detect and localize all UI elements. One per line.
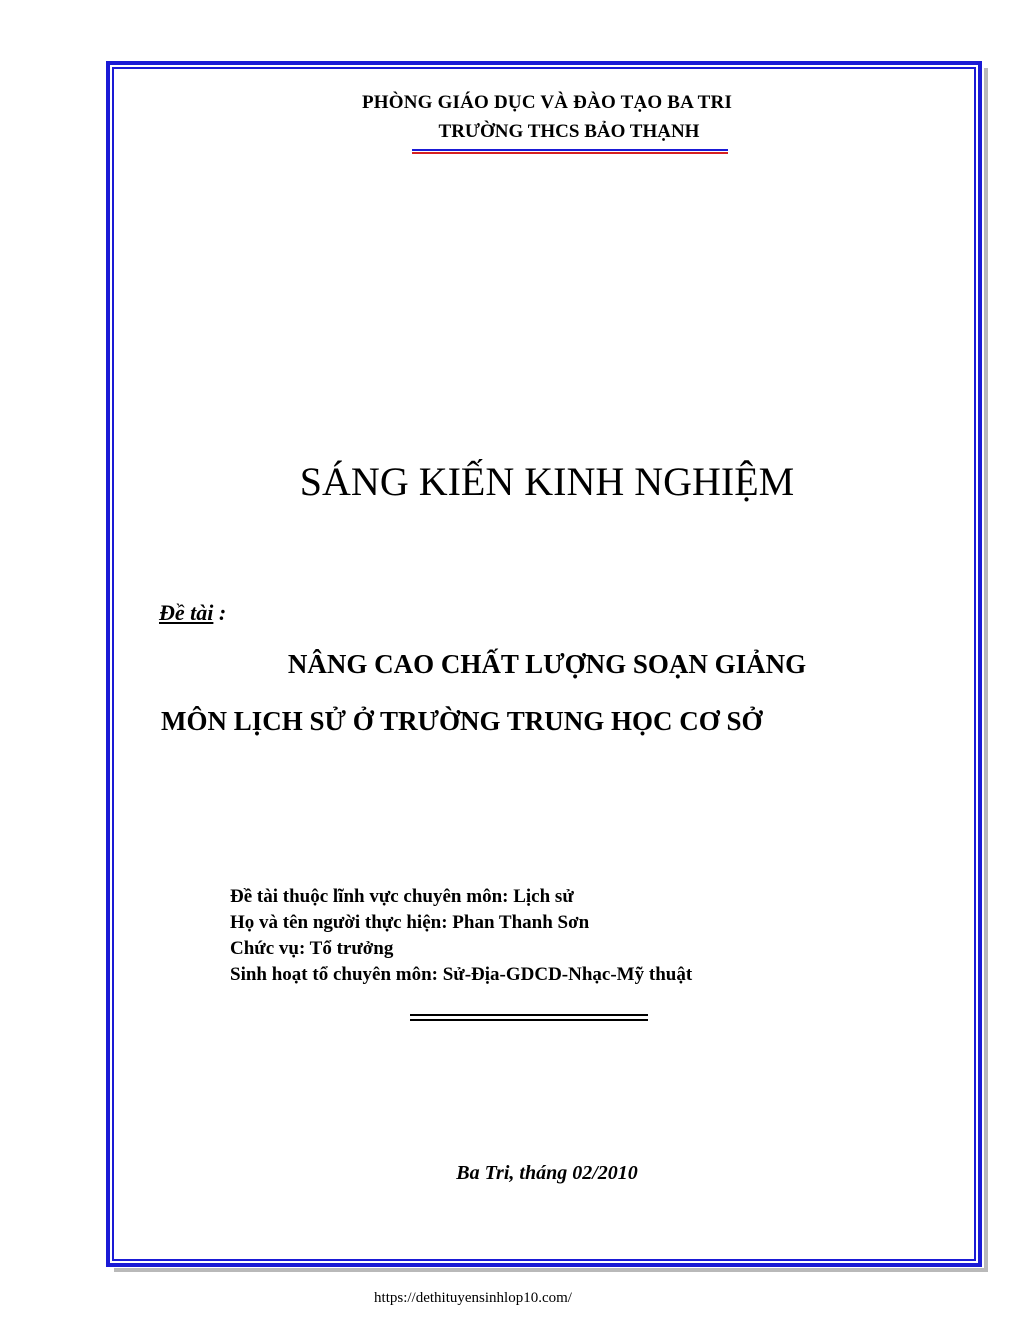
author-info-block	[230, 884, 692, 988]
info-group: Sinh hoạt tổ chuyên môn: Sử-Địa-GDCD-Nhạc-Mỹ thuật	[230, 964, 693, 985]
info-field: Đề tài thuộc lĩnh vực chuyên môn: Lịch sử	[230, 886, 574, 907]
header-rule-blue	[412, 149, 728, 151]
department-heading: PHÒNG GIÁO DỤC VÀ ĐÀO TẠO BA TRI	[361, 92, 733, 113]
school-heading: TRƯỜNG THCS BẢO THẠNH	[438, 121, 700, 142]
place-date: Ba Tri, tháng 02/2010	[456, 1162, 638, 1184]
double-divider	[410, 1014, 648, 1021]
topic-label-text: Đề tài	[159, 600, 214, 625]
topic-title-line-2: MÔN LỊCH SỬ Ở TRƯỜNG TRUNG HỌC CƠ SỞ	[161, 706, 763, 736]
topic-label-colon: :	[213, 600, 227, 625]
info-position: Chức vụ: Tổ trưởng	[230, 938, 394, 959]
footer-url-link[interactable]: https://dethituyensinhlop10.com/	[374, 1290, 572, 1306]
info-author: Họ và tên người thực hiện: Phan Thanh Sơn	[230, 912, 590, 933]
topic-title-line-1: NÂNG CAO CHẤT LƯỢNG SOẠN GIẢNG	[287, 649, 807, 679]
header-rule-red	[412, 152, 728, 154]
topic-label	[159, 600, 226, 626]
document-title: SÁNG KIẾN KINH NGHIỆM	[299, 459, 795, 504]
